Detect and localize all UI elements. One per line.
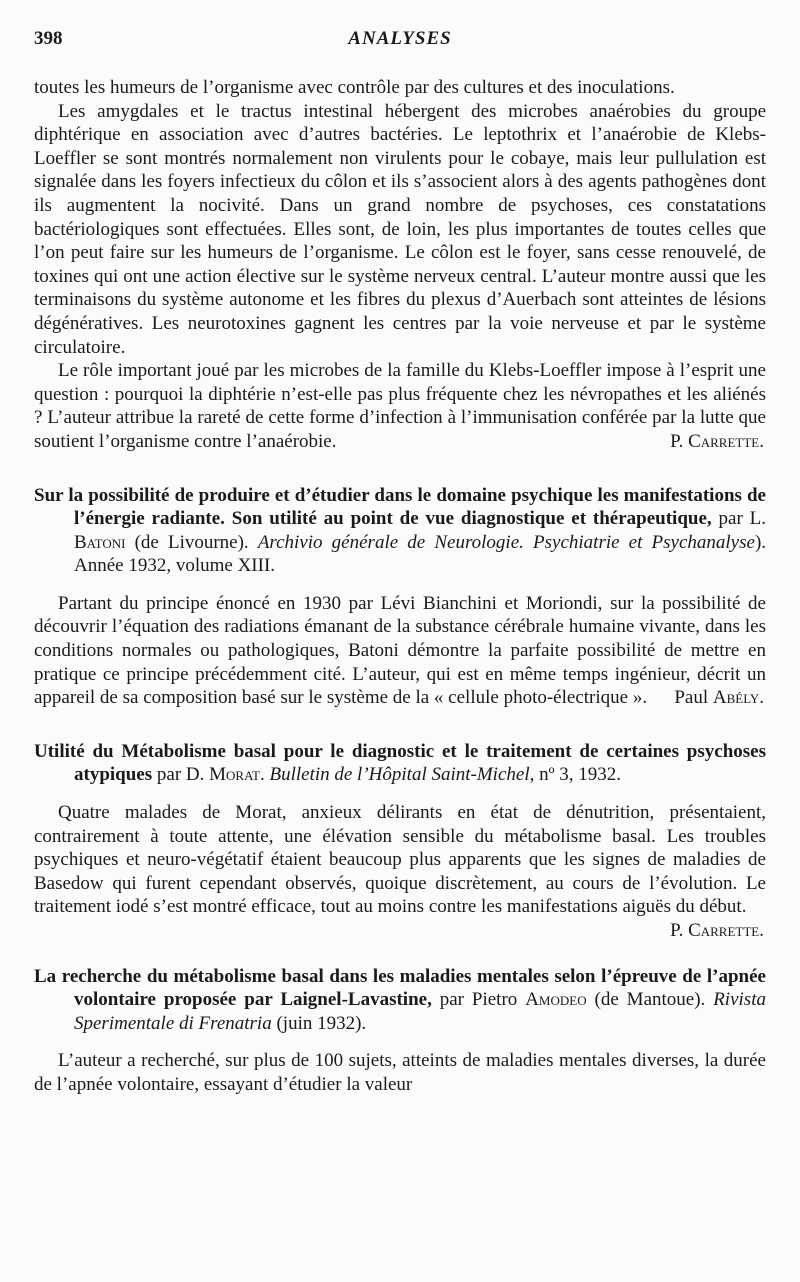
article3-body: Quatre malades de Morat, anxieux délirants en état de dénutrition, présentaient, contrairement à toute attente, une élévation sensible du métabolisme basal. Les troubles psychiques et neuro-végétatif étaient beaucoup plus apparents que les signes de maladies de Basedow qui furent cependant observés, quoique discrètement, au cours de l’évolution. Le traitement iodé s’est montré efficace, tout au moins contre les manifestations aiguës du début.: [34, 802, 766, 918]
article1-paragraph-2: Les amygdales et le tractus intestinal hébergent des microbes anaérobies du groupe diphtérique en association avec d’autres bactéries. Le leptothrix et l’anaérobie de Klebs-Loeffler se sont montrés normalement non virulents pour le cobaye, mais leur pullulation est signalée dans les foyers infectieux du côlon et ils s’associent alors à des agents pathogènes dont ils augmentent la nocivité. Dans un grand nombre de psychoses, ces constatations bactériologiques sont effectuées. Elles sont, de loin, les plus importantes de toutes celles que l’on peut faire sur les humeurs de l’organisme. Le côlon est le foyer, sans cesse renouvelé, de toxines qui ont une action élective sur le système nerveux central. L’auteur montre aussi que les terminaisons du système autonome et les fibres du plexus d’Auerbach sont atteintes de lésions dégénératives. Les neurotoxines gagnent les centres par la voie nerveuse et par le système circulatoire.: [34, 100, 766, 358]
article1-continued-paragraph: toutes les humeurs de l’organisme avec contrôle par des cultures et des inoculations.: [34, 77, 675, 98]
page-body: [34, 76, 766, 1097]
article4-author: Amodeo: [525, 989, 587, 1011]
article2-title: Sur la possibilité de produire et d’étudier dans le domaine psychique les manifestations de l’énergie radiante. Son utilité au point de vue diagnostique et thérapeutique, par L. Batoni (de Livourne). Archivio générale de Neurologie. Psychiatrie et Psychanalyse). Année 1932, volume XIII.: [34, 484, 767, 577]
article1-signature: P. Carrette.: [670, 430, 764, 452]
article3-author: Morat: [209, 764, 260, 786]
article3-title: Utilité du Métabolisme basal pour le diagnostic et le traitement de certaines psychoses atypiques par D. Morat. Bulletin de l’Hôpital Saint-Michel, nº 3, 1932.: [34, 740, 766, 786]
article2-journal: Archivio générale de Neurologie. Psychiatrie et Psychanalyse: [257, 531, 755, 553]
article1-paragraph-3: Le rôle important joué par les microbes de la famille du Klebs-Loeffler impose à l’esprit une question : pourquoi la diphtérie n’est-elle pas plus fréquente chez les névropathes et les aliénés ? L’auteur attribue la rareté de cette forme d’infection à l’immunisation conférée par la lutte que soutient l’organisme contre l’anaérobie.: [34, 360, 766, 452]
article3-journal: Bulletin de l’Hôpital Saint-Michel: [269, 764, 530, 786]
article4-journal: Rivista Sperimentale di Frenatria: [74, 989, 766, 1034]
page-number: 398: [34, 28, 63, 49]
page-header: [34, 28, 766, 58]
article4-body: L’auteur a recherché, sur plus de 100 sujets, atteints de maladies mentales diverses, la durée de l’apnée volontaire, essayant d’étudier la valeur: [34, 1050, 766, 1095]
article2-body: Partant du principe énoncé en 1930 par Lévi Bianchini et Moriondi, sur la possibilité de découvrir l’équation des radiations émanant de la substance cérébrale humaine vivante, dans les conditions normales ou pathologiques, Batoni démontre la parfaite possibilité de mettre en pratique ce principe précédemment cité. L’auteur, qui est en même temps ingénieur, décrit un appareil de sa composition basé sur le système de la « cellule photo-électrique ».: [34, 592, 766, 709]
article2-signature: Paul Abély.: [674, 687, 764, 709]
running-head: ANALYSES: [348, 28, 452, 49]
article4-title: La recherche du métabolisme basal dans les maladies mentales selon l’épreuve de l’apnée volontaire proposée par Laignel-Lavastine, par Pietro Amodeo (de Mantoue). Rivista Sperimentale di Frenatria (juin 1932).: [34, 965, 766, 1034]
article2-author: Batoni: [74, 531, 126, 553]
article3-signature: P. Carrette.: [670, 920, 764, 941]
